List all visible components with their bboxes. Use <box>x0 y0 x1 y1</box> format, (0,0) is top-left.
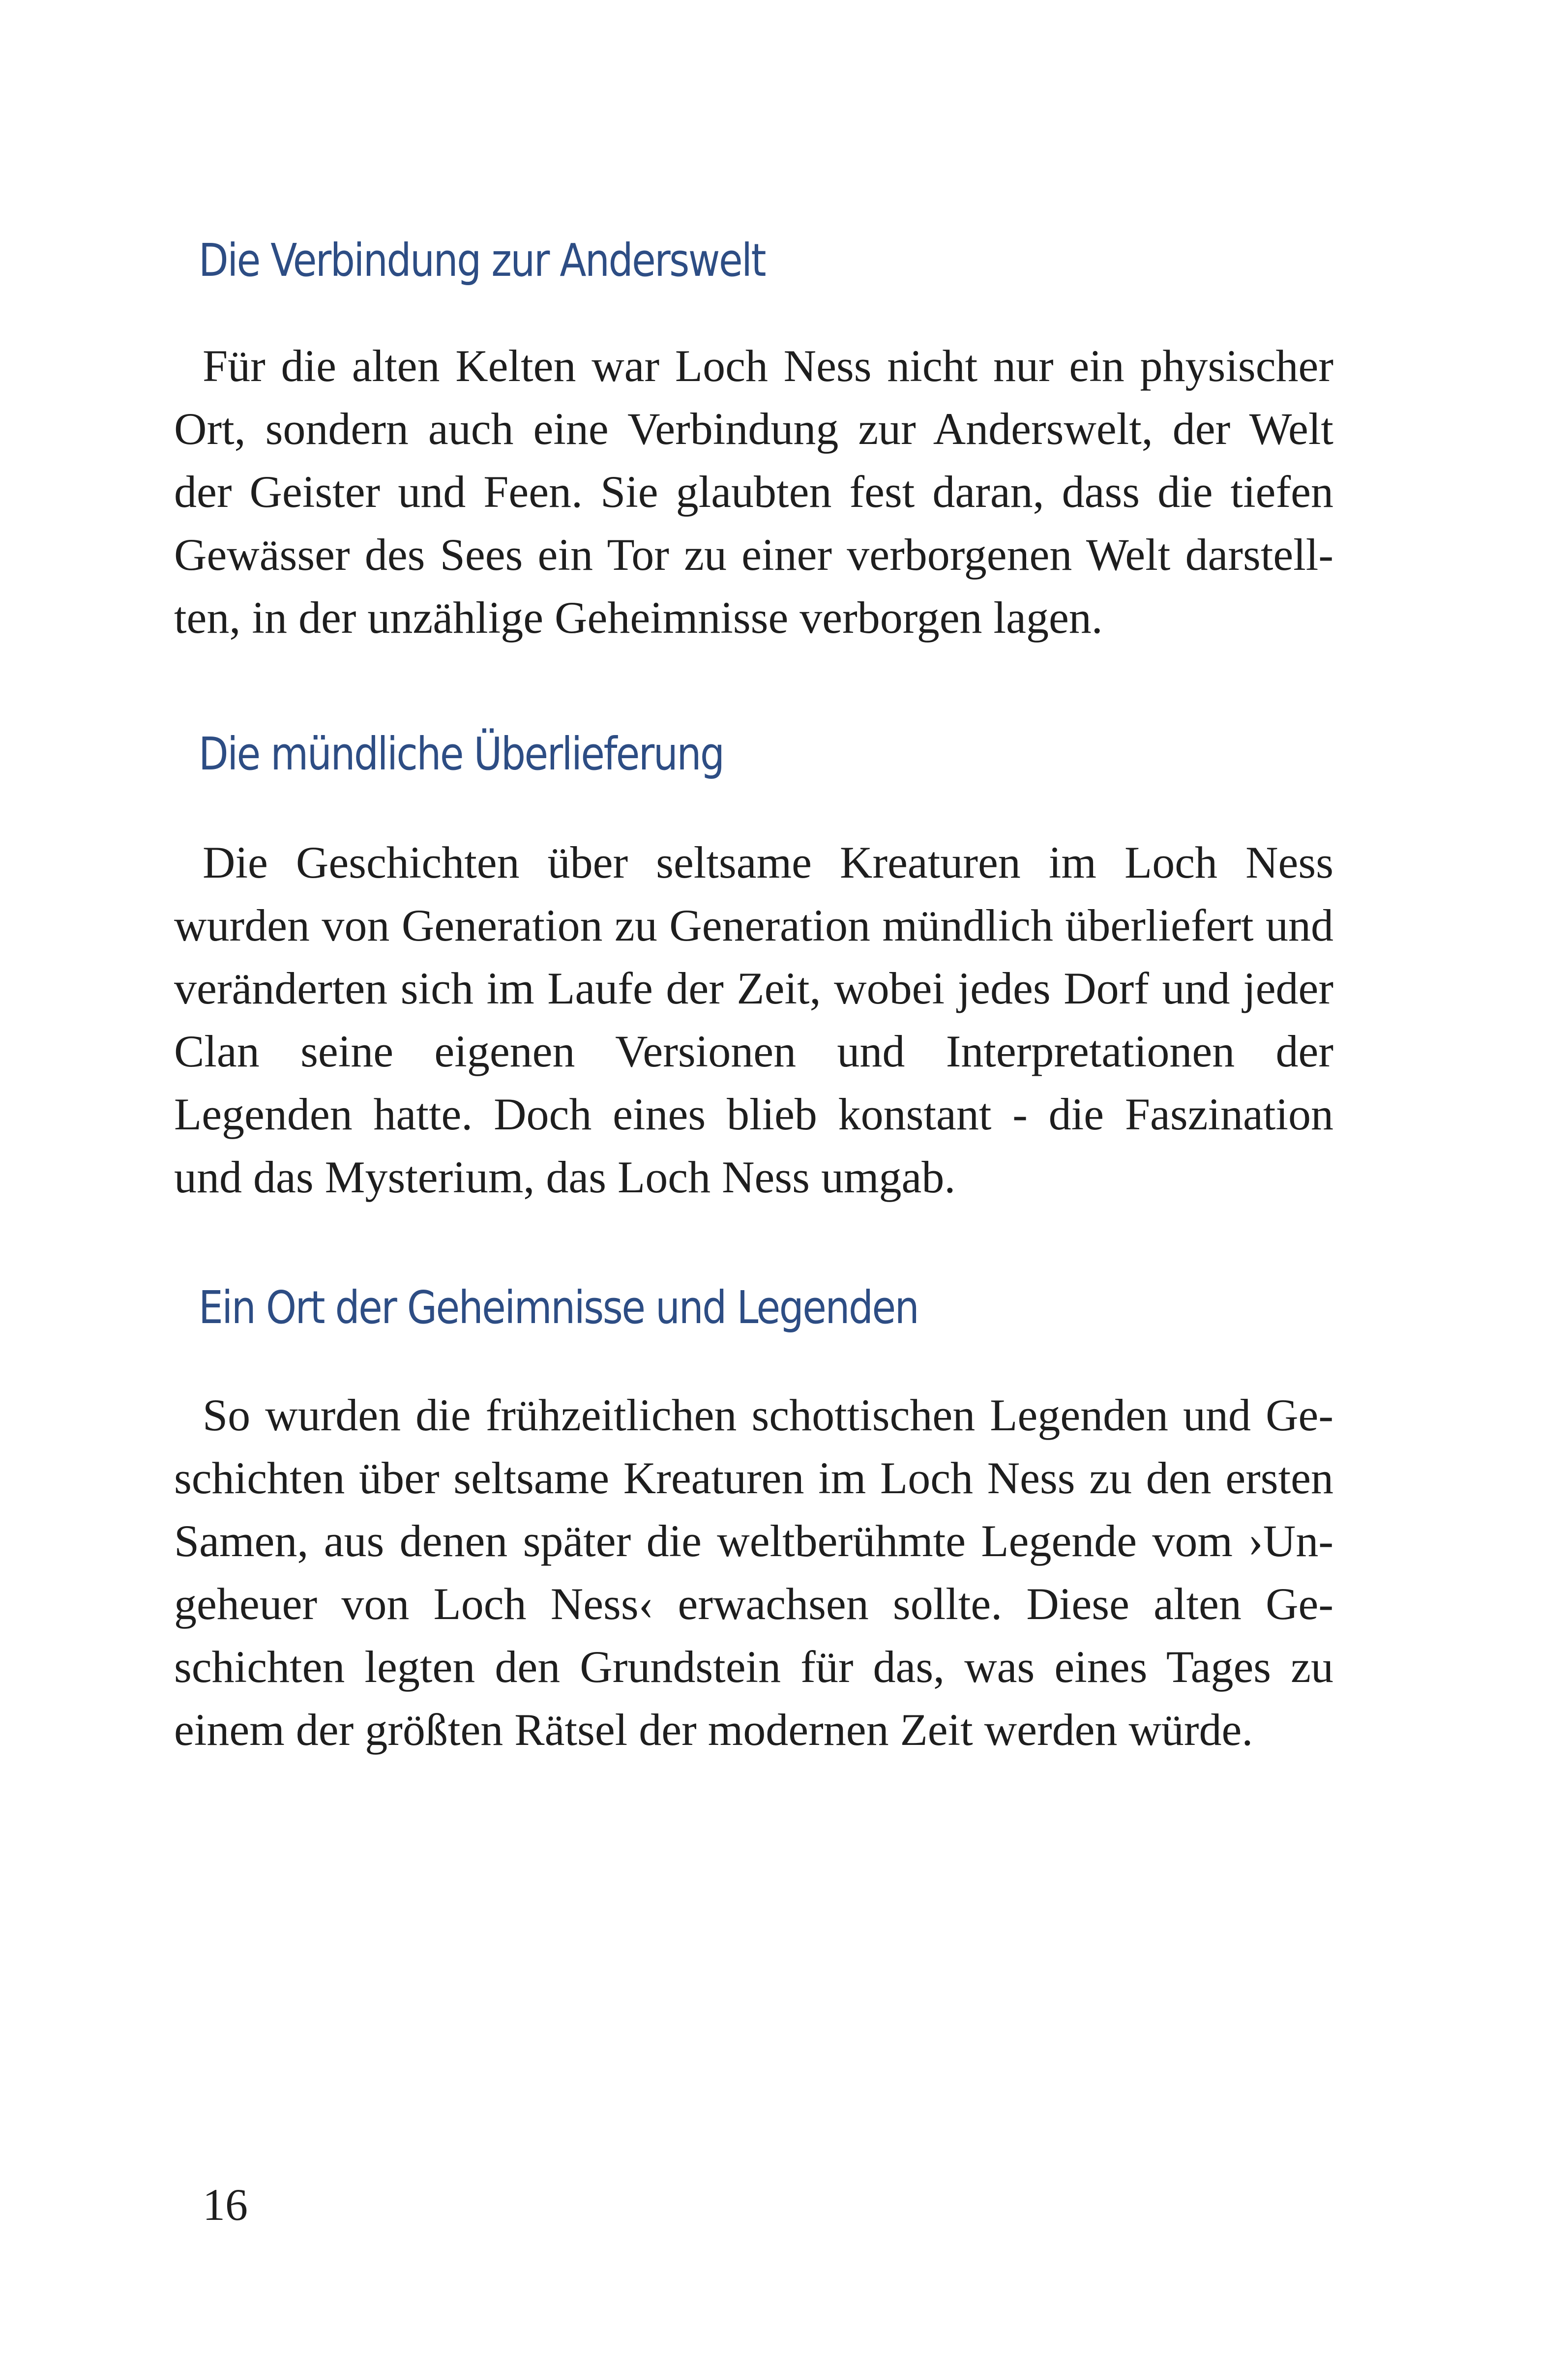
section-paragraph-geheimnisse: So wurden die frühzeitlichen schottischen Legenden und Ge-schichten über seltsame Kreaturen im Loch Ness zu den ersten Samen, aus denen später die weltberühmte Legende vom ›Un-geheuer von Loch Ness‹ erwachsen sollte. Diese alten Ge-schichten legten den Grundstein für das, was eines Tages zu einem der größten Rätsel der modernen Zeit werden würde. <box>174 1390 1333 1755</box>
section-paragraph-ueberlieferung: Die Geschichten über seltsame Kreaturen im Loch Ness wurden von Generation zu Generation mündlich überliefert und veränderten sich im Laufe der Zeit, wobei jedes Dorf und jeder Clan seine eigenen Versionen und Interpretationen der Legenden hatte. Doch eines blieb konstant - die Faszination und das Mysterium, das Loch Ness umgab. <box>174 837 1333 1202</box>
section-heading-geheimnisse: Ein Ort der Geheimnisse und Legenden <box>198 1281 918 1334</box>
section-paragraph-anderswelt: Für die alten Kelten war Loch Ness nicht nur ein physischer Ort, sondern auch eine Verbindung zur Anderswelt, der Welt der Geister und Feen. Sie glaubten fest daran, dass die tiefen Gewässer des Sees ein Tor zu einer verborgenen Welt darstell-ten, in der unzählige Geheimnisse verborgen lagen. <box>174 341 1333 643</box>
page-number: 16 <box>203 2180 248 2230</box>
section-heading-ueberlieferung: Die mündliche Überlieferung <box>198 728 724 780</box>
section-heading-anderswelt: Die Verbindung zur Anderswelt <box>198 234 765 287</box>
